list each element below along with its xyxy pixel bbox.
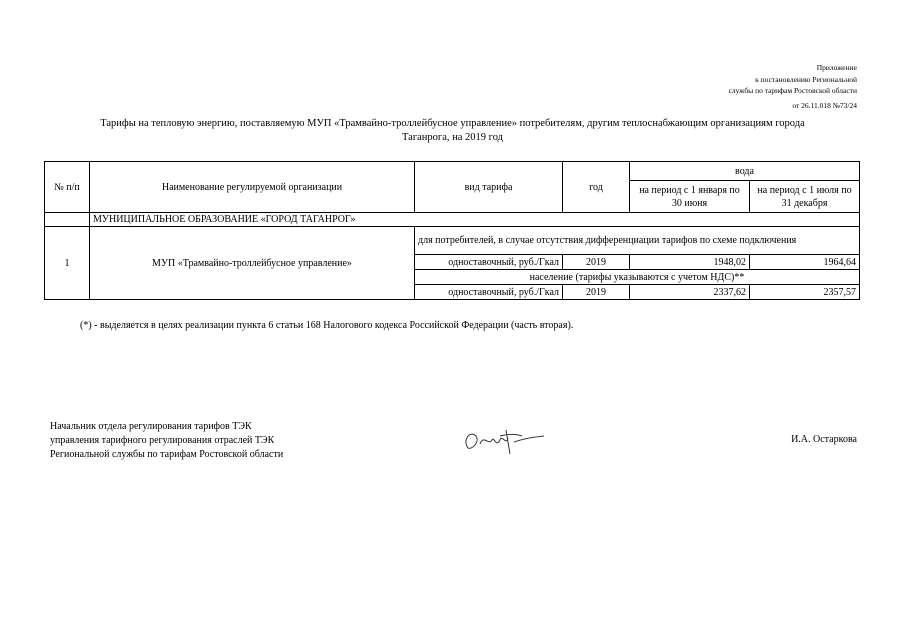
value-period-1: 2337,62 [630, 285, 750, 300]
header-row [45, 162, 860, 181]
header-number: № п/п [45, 162, 90, 213]
header-organization: Наименование регулируемой организации [90, 162, 415, 213]
year-cell: 2019 [563, 255, 630, 270]
header-year: год [563, 162, 630, 213]
value-period-2: 2357,57 [750, 285, 860, 300]
footnote: (*) - выделяется в целях реализации пункта 6 статьи 168 Налогового кодекса Российской Федерации (часть вторая). [80, 320, 574, 331]
table-row [45, 227, 860, 255]
handwritten-signature [460, 420, 550, 460]
row-organization: МУП «Трамвайно-троллейбусное управление» [90, 227, 415, 300]
position-line: управления тарифного регулирования отраслей ТЭК [50, 435, 275, 446]
signatory-position [50, 420, 283, 462]
position-line: Начальник отдела регулирования тарифов ТЭК [50, 421, 252, 432]
title-line-1: Тарифы на тепловую энергию, поставляемую МУП «Трамвайно-троллейбусное управление» потребителям, другим теплоснабжающим организациям города [100, 118, 805, 129]
appendix-line: к постановлению Региональной [755, 74, 857, 84]
value-period-2: 1964,64 [750, 255, 860, 270]
header-period-2: на период с 1 июля по 31 декабря [750, 181, 860, 213]
header-tariff-type: вид тарифа [415, 162, 563, 213]
section-empty-cell [45, 213, 90, 227]
appendix-line: Приложение [816, 63, 857, 72]
position-line: Региональной службы по тарифам Ростовской области [50, 449, 284, 460]
subheader-consumers: для потребителей, в случае отсутствия дифференциации тарифов по схеме подключения [415, 227, 860, 255]
signer-name: И.А. Остаркова [791, 434, 857, 445]
section-title: МУНИЦИПАЛЬНОЕ ОБРАЗОВАНИЕ «ГОРОД ТАГАНРОГ» [90, 213, 860, 227]
title-line-2: Таганрога, на 2019 год [402, 132, 503, 143]
tariff-table [44, 161, 860, 300]
row-number: 1 [45, 227, 90, 300]
appendix-note [537, 62, 857, 111]
tariff-type-cell: одноставочный, руб./Гкал [415, 255, 563, 270]
document-title [40, 117, 865, 145]
signature-icon [460, 420, 550, 460]
header-water: вода [630, 162, 860, 181]
year-cell: 2019 [563, 285, 630, 300]
header-period-1: на период с 1 января по 30 июня [630, 181, 750, 213]
appendix-line: службы по тарифам Ростовской области [728, 86, 857, 95]
section-row [45, 213, 860, 227]
appendix-reference: от 26.11.018 №73/24 [792, 100, 857, 110]
subheader-population: население (тарифы указываются с учетом НДС)** [415, 270, 860, 285]
tariff-type-cell: одноставочный, руб./Гкал [415, 285, 563, 300]
value-period-1: 1948,02 [630, 255, 750, 270]
